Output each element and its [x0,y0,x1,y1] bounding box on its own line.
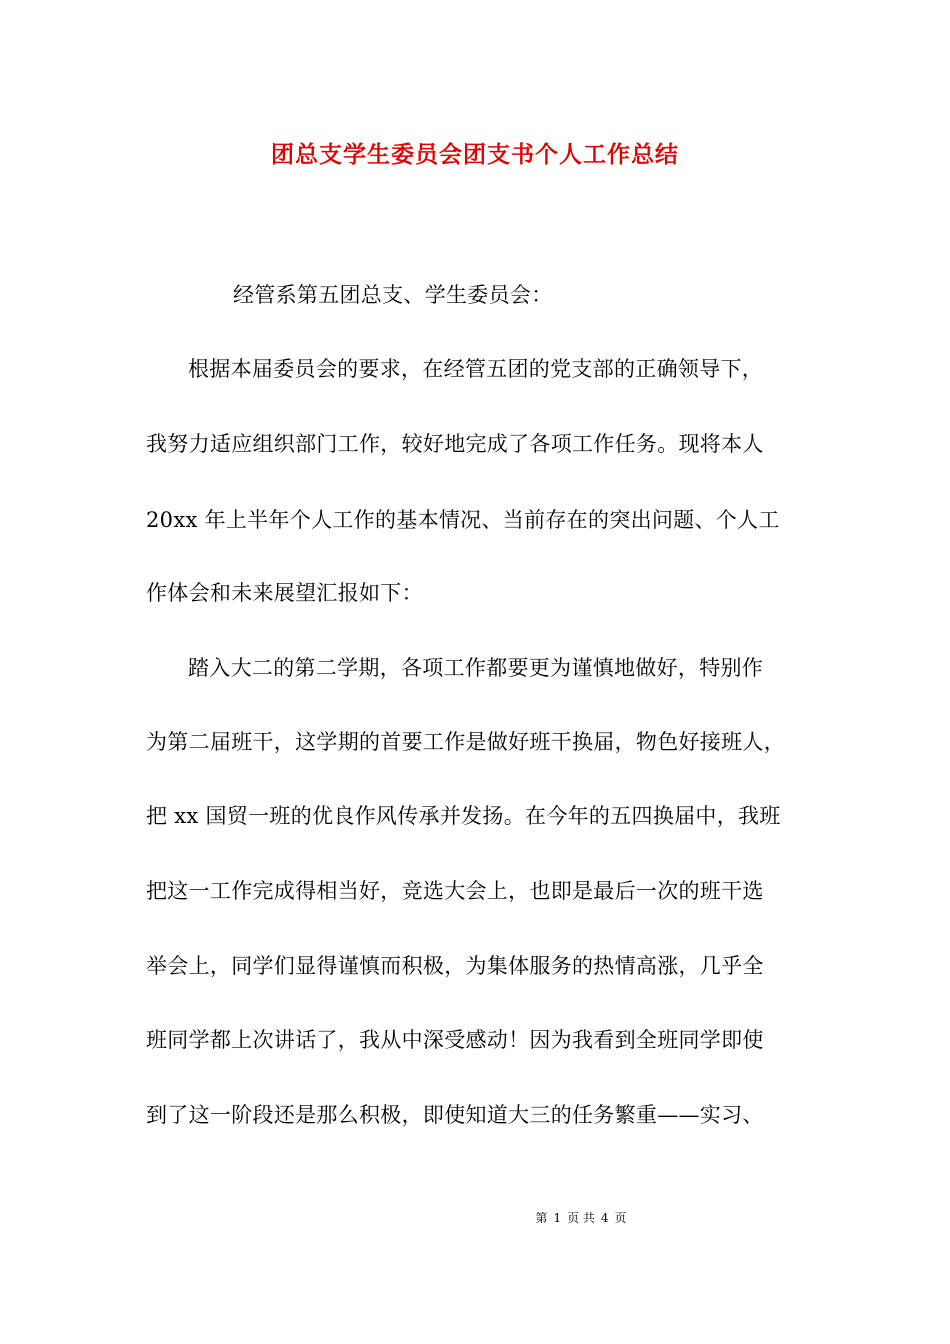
paragraph-1-line-4: 作体会和未来展望汇报如下： [146,581,423,605]
salutation: 经管系第五团总支、学生委员会： [233,283,553,307]
paragraph-2-line-3: 把 xx 国贸一班的优良作风传承并发扬。在今年的五四换届中，我班 [146,804,781,828]
paragraph-1-line-2: 我努力适应组织部门工作，较好地完成了各项工作任务。现将本人 [146,432,764,456]
paragraph-2-line-5: 举会上，同学们显得谨慎而积极，为集体服务的热情高涨，几乎全 [146,954,764,978]
document-title: 团总支学生委员会团支书个人工作总结 [271,141,679,168]
paragraph-2-line-4: 把这一工作完成得相当好，竞选大会上，也即是最后一次的班干选 [146,879,764,903]
paragraph-1-line-3: 20xx 年上半年个人工作的基本情况、当前存在的突出问题、个人工 [146,508,780,532]
page-label-mid: 页 共 [567,1211,595,1225]
paragraph-2-line-6: 班同学都上次讲话了，我从中深受感动！因为我看到全班同学即使 [146,1028,764,1052]
paragraph-2-line-7: 到了这一阶段还是那么积极，即使知道大三的任务繁重——实习、 [146,1103,764,1127]
paragraph-1-line-1: 根据本届委员会的要求，在经管五团的党支部的正确领导下， [188,357,764,381]
page-label-prefix: 第 [535,1211,548,1225]
current-page-number: 1 [553,1211,562,1225]
total-pages-number: 4 [600,1211,609,1225]
page-label-suffix: 页 [614,1211,627,1225]
paragraph-2-line-2: 为第二届班干，这学期的首要工作是做好班干换届，物色好接班人， [146,730,785,754]
page-footer [0,1208,950,1228]
paragraph-2-line-1: 踏入大二的第二学期，各项工作都要更为谨慎地做好，特别作 [188,656,764,680]
